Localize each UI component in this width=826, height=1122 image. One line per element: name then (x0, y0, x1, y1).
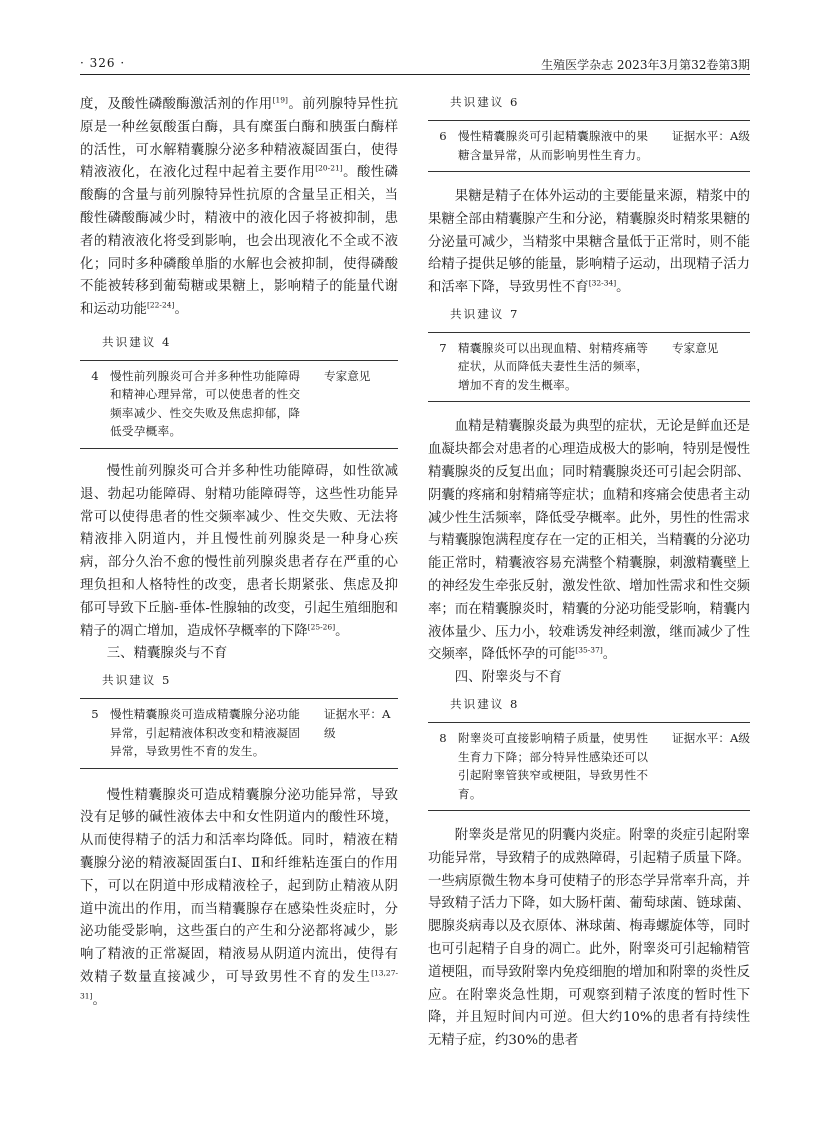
section-heading: 三、精囊腺炎与不育 (106, 646, 228, 662)
page-number: · 326 · (80, 56, 126, 70)
consensus-box (80, 360, 398, 449)
evidence-level: 证据水平：A级 (672, 129, 750, 143)
citation: [13,27-31] (80, 968, 398, 1001)
paragraph: 血精是精囊腺炎最为典型的症状，无论是鲜血还是血凝块都会对患者的心理造成极大的影响，特别是慢性精囊腺炎的反复出血；同时精囊腺炎还可引起会阴部、阴囊的疼痛和射精痛等症状；血精和疼痛会使患者主动减少性生活频率，降低受孕概率。此外，男性的性需求与精囊腺饱满程度存在一定的正相关，当精囊的分泌功能正常时，精囊液容易充满整个精囊腺，刺激精囊壁上的神经发生牵张反射，激发性欲、增加性需求和性交频率；而在精囊腺炎时，精囊的分泌功能受影响，精囊内液体量少、压力小，较难诱发神经刺激，继而减少了性交频率，降低怀孕的可能[35-37]。 (428, 419, 750, 663)
paragraph: 慢性前列腺炎可合并多种性功能障碍，如性欲减退、勃起功能障碍、射精功能障碍等，这些性功能异常可以使得患者的性交频率减少、性交失败、无法将精液排入阴道内，并且慢性前列腺炎是一种身心疾病，部分久治不愈的慢性前列腺炎患者存在严重的心理负担和人格特性的改变，患者长期紧张、焦虑及抑郁可导致下丘脑-垂体-性腺轴的改变，引起生殖细胞和精子的凋亡增加，造成怀孕概率的下降[25-26]。 (80, 463, 398, 639)
citation: [22-24] (146, 300, 175, 310)
section-heading: 四、附睾炎与不育 (454, 670, 562, 686)
evidence-level: 专家意见 (324, 368, 371, 383)
consensus-box (428, 120, 750, 172)
consensus-number: 7 (439, 340, 447, 355)
consensus-text: 精囊腺炎可以出现血精、射精疼痛等症状，从而降低夫妻性生活的频率，增加不育的发生概率。 (458, 340, 649, 392)
consensus-number: 8 (439, 731, 447, 746)
paragraph: 度，及酸性磷酸酶激活剂的作用[19]。前列腺特异性抗原是一种丝氨酸蛋白酶，具有糜蛋白酶和胰蛋白酶样的活性，可水解精囊腺分泌多种精液凝固蛋白，使得精液液化，在液化过程中起着主要作用[20-21]。酸性磷酸酶的含量与前列腺特异性抗原的含量呈正相关，当酸性磷酸酶减少时，精液中的液化因子将被抑制，患者的精液液化将受到影响，也会出现液化不全或不液化；同时多种磷酸单脂的水解也会被抑制，使得磷酸不能被转移到葡萄糖或果糖上，影响精子的能量代谢和运动功能[22-24]。 (80, 95, 399, 318)
consensus-number: 6 (439, 129, 447, 143)
consensus-heading: 共识建议 5 (102, 673, 172, 688)
consensus-heading: 共识建议 6 (450, 95, 520, 109)
consensus-box (428, 332, 750, 403)
running-header (80, 52, 750, 75)
evidence-level: 证据水平：A级 (324, 707, 391, 740)
consensus-text: 慢性精囊腺炎可造成精囊腺分泌功能异常，引起精液体积改变和精液凝固异常，导致男性不育的发生。 (110, 707, 301, 759)
paragraph: 附睾炎是常见的阴囊内炎症。附睾的炎症引起附睾功能异常，导致精子的成熟障碍，引起精子质量下降。一些病原微生物本身可使精子的形态学异常率升高，并导致精子活力下降，如大肠杆菌、葡萄球菌、链球菌、腮腺炎病毒以及衣原体、淋球菌、梅毒螺旋体等，同时也可引起精子自身的凋亡。此外，附睾炎可引起输精管道梗阻，而导致附睾内免疫细胞的增加和附睾的炎性反应。在附睾炎急性期，可观察到精子浓度的暂时性下降，并且短时间内可逆。但大约10%的患者有持续性无精子症，约30%的患者 (428, 828, 750, 1049)
citation: [19] (272, 95, 288, 105)
citation: [20-21] (315, 163, 343, 173)
left-column (80, 94, 398, 1013)
citation: [25-26] (307, 622, 336, 632)
consensus-text: 慢性前列腺炎可合并多种性功能障碍和精神心理异常，可以使患者的性交频率减少、性交失败及焦虑抑郁，降低受孕概率。 (110, 368, 301, 439)
consensus-number: 5 (91, 707, 99, 722)
consensus-number: 4 (91, 368, 99, 383)
paragraph: 慢性精囊腺炎可造成精囊腺分泌功能异常，导致没有足够的碱性液体去中和女性阴道内的酸性环境，从而使得精子的活力和活率均降低。同时，精液在精囊腺分泌的精液凝固蛋白Ⅰ、Ⅱ和纤维粘连蛋白的作用下，可以在阴道中形成精液栓子，起到防止精液从阴道中流出的作用，而当精囊腺存在感染性炎症时，分泌功能受影响，这些蛋白的产生和分泌都将减少，影响了精液的正常凝固，精液易从阴道内流出，使得有效精子数量直接减少，可导致男性不育的发生[13,27-31]。 (80, 787, 398, 1008)
evidence-level: 专家意见 (672, 340, 719, 355)
citation: [32-34] (588, 278, 617, 288)
paragraph: 果糖是精子在体外运动的主要能量来源，精浆中的果糖全部由精囊腺产生和分泌，精囊腺炎时精浆果糖的分泌量可减少，当精浆中果糖含量低于正常时，则不能给精子提供足够的能量，影响精子运动，出现精子活力和活率下降，导致男性不育[32-34]。 (428, 189, 750, 296)
consensus-heading: 共识建议 7 (450, 306, 520, 321)
consensus-heading: 共识建议 4 (102, 334, 172, 349)
right-column (428, 94, 750, 1053)
journal-issue: 生殖医学杂志 2023年3月第32卷第3期 (541, 58, 750, 72)
citation: [35-37] (575, 645, 603, 655)
evidence-level: 证据水平：A级 (672, 731, 750, 746)
consensus-box (80, 698, 398, 769)
consensus-heading: 共识建议 8 (450, 697, 520, 712)
consensus-box (428, 722, 750, 811)
consensus-text: 慢性精囊腺炎可引起精囊腺液中的果糖含量异常，从而影响男性生育力。 (458, 129, 649, 162)
consensus-text: 附睾炎可直接影响精子质量，使男性生育力下降；部分特异性感染还可以引起附睾管狭窄或梗阻，导致男性不育。 (458, 731, 649, 801)
